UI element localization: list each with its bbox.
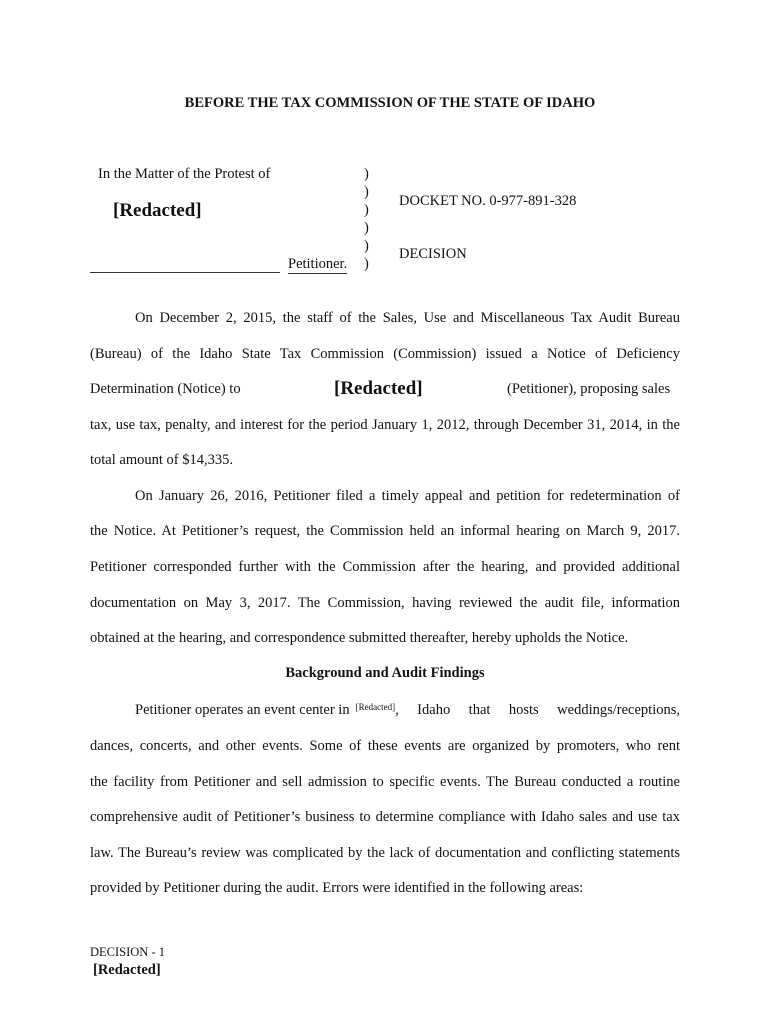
para1-line3-end: (Petitioner), proposing sales [507, 381, 671, 397]
location-redacted: [Redacted] [355, 702, 396, 712]
caption-paren: ) [364, 184, 369, 200]
para2-line: On January 26, 2016, Petitioner filed a timely appeal and petition for redetermination of [135, 488, 680, 504]
para2-line: the Notice. At Petitioner’s request, the Commission held an informal hearing on March 9, 2017. [90, 523, 680, 539]
caption-paren: ) [364, 220, 369, 236]
section-heading: Background and Audit Findings [285, 665, 485, 681]
decision-label: DECISION [399, 246, 467, 262]
para3-line1-end: , Idaho that hosts weddings/receptions, [395, 702, 680, 718]
para3-line: provided by Petitioner during the audit. Errors were identified in the following areas: [90, 880, 584, 896]
caption-matter: In the Matter of the Protest of [98, 166, 271, 182]
para1-line: (Bureau) of the Idaho State Tax Commission (Commission) issued a Notice of Deficiency [90, 346, 680, 362]
para2-line: Petitioner corresponded further with the Commission after the hearing, and provided additional [90, 559, 680, 575]
para1-line: On December 2, 2015, the staff of the Sales, Use and Miscellaneous Tax Audit Bureau [135, 310, 680, 326]
para2-line: documentation on May 3, 2017. The Commission, having reviewed the audit file, information [90, 595, 680, 611]
docket-number: DOCKET NO. 0-977-891-328 [399, 193, 577, 209]
caption-party-redacted: [Redacted] [113, 200, 202, 221]
caption-petitioner [288, 256, 347, 273]
page-footer: DECISION - 1 [90, 945, 165, 959]
petitioner-label: Petitioner. [288, 256, 348, 272]
caption-paren: ) [364, 256, 369, 272]
signature-line [90, 272, 280, 273]
document-title: BEFORE THE TAX COMMISSION OF THE STATE OF IDAHO [184, 95, 596, 111]
caption-paren: ) [364, 238, 369, 254]
para1-line3-start: Determination (Notice) to [90, 381, 241, 397]
para3-line1 [90, 702, 680, 720]
petitioner-name-redacted: [Redacted] [334, 378, 423, 399]
para1-line: tax, use tax, penalty, and interest for the period January 1, 2012, through December 31, 2014, in the [90, 417, 680, 433]
para3-line: law. The Bureau’s review was complicated by the lack of documentation and conflicting statements [90, 845, 680, 861]
para3-line1-start: Petitioner operates an event center in [135, 702, 350, 718]
footer-redacted: [Redacted] [93, 962, 161, 978]
para3-line: comprehensive audit of Petitioner’s business to determine compliance with Idaho sales and use tax [90, 809, 680, 825]
para1-line: total amount of $14,335. [90, 452, 233, 468]
para3-line: the facility from Petitioner and sell admission to specific events. The Bureau conducted a routine [90, 774, 680, 790]
para2-line: obtained at the hearing, and correspondence submitted thereafter, hereby upholds the Notice. [90, 630, 629, 646]
caption-paren: ) [364, 166, 369, 182]
para3-line: dances, concerts, and other events. Some of these events are organized by promoters, who rent [90, 738, 680, 754]
caption-paren: ) [364, 202, 369, 218]
